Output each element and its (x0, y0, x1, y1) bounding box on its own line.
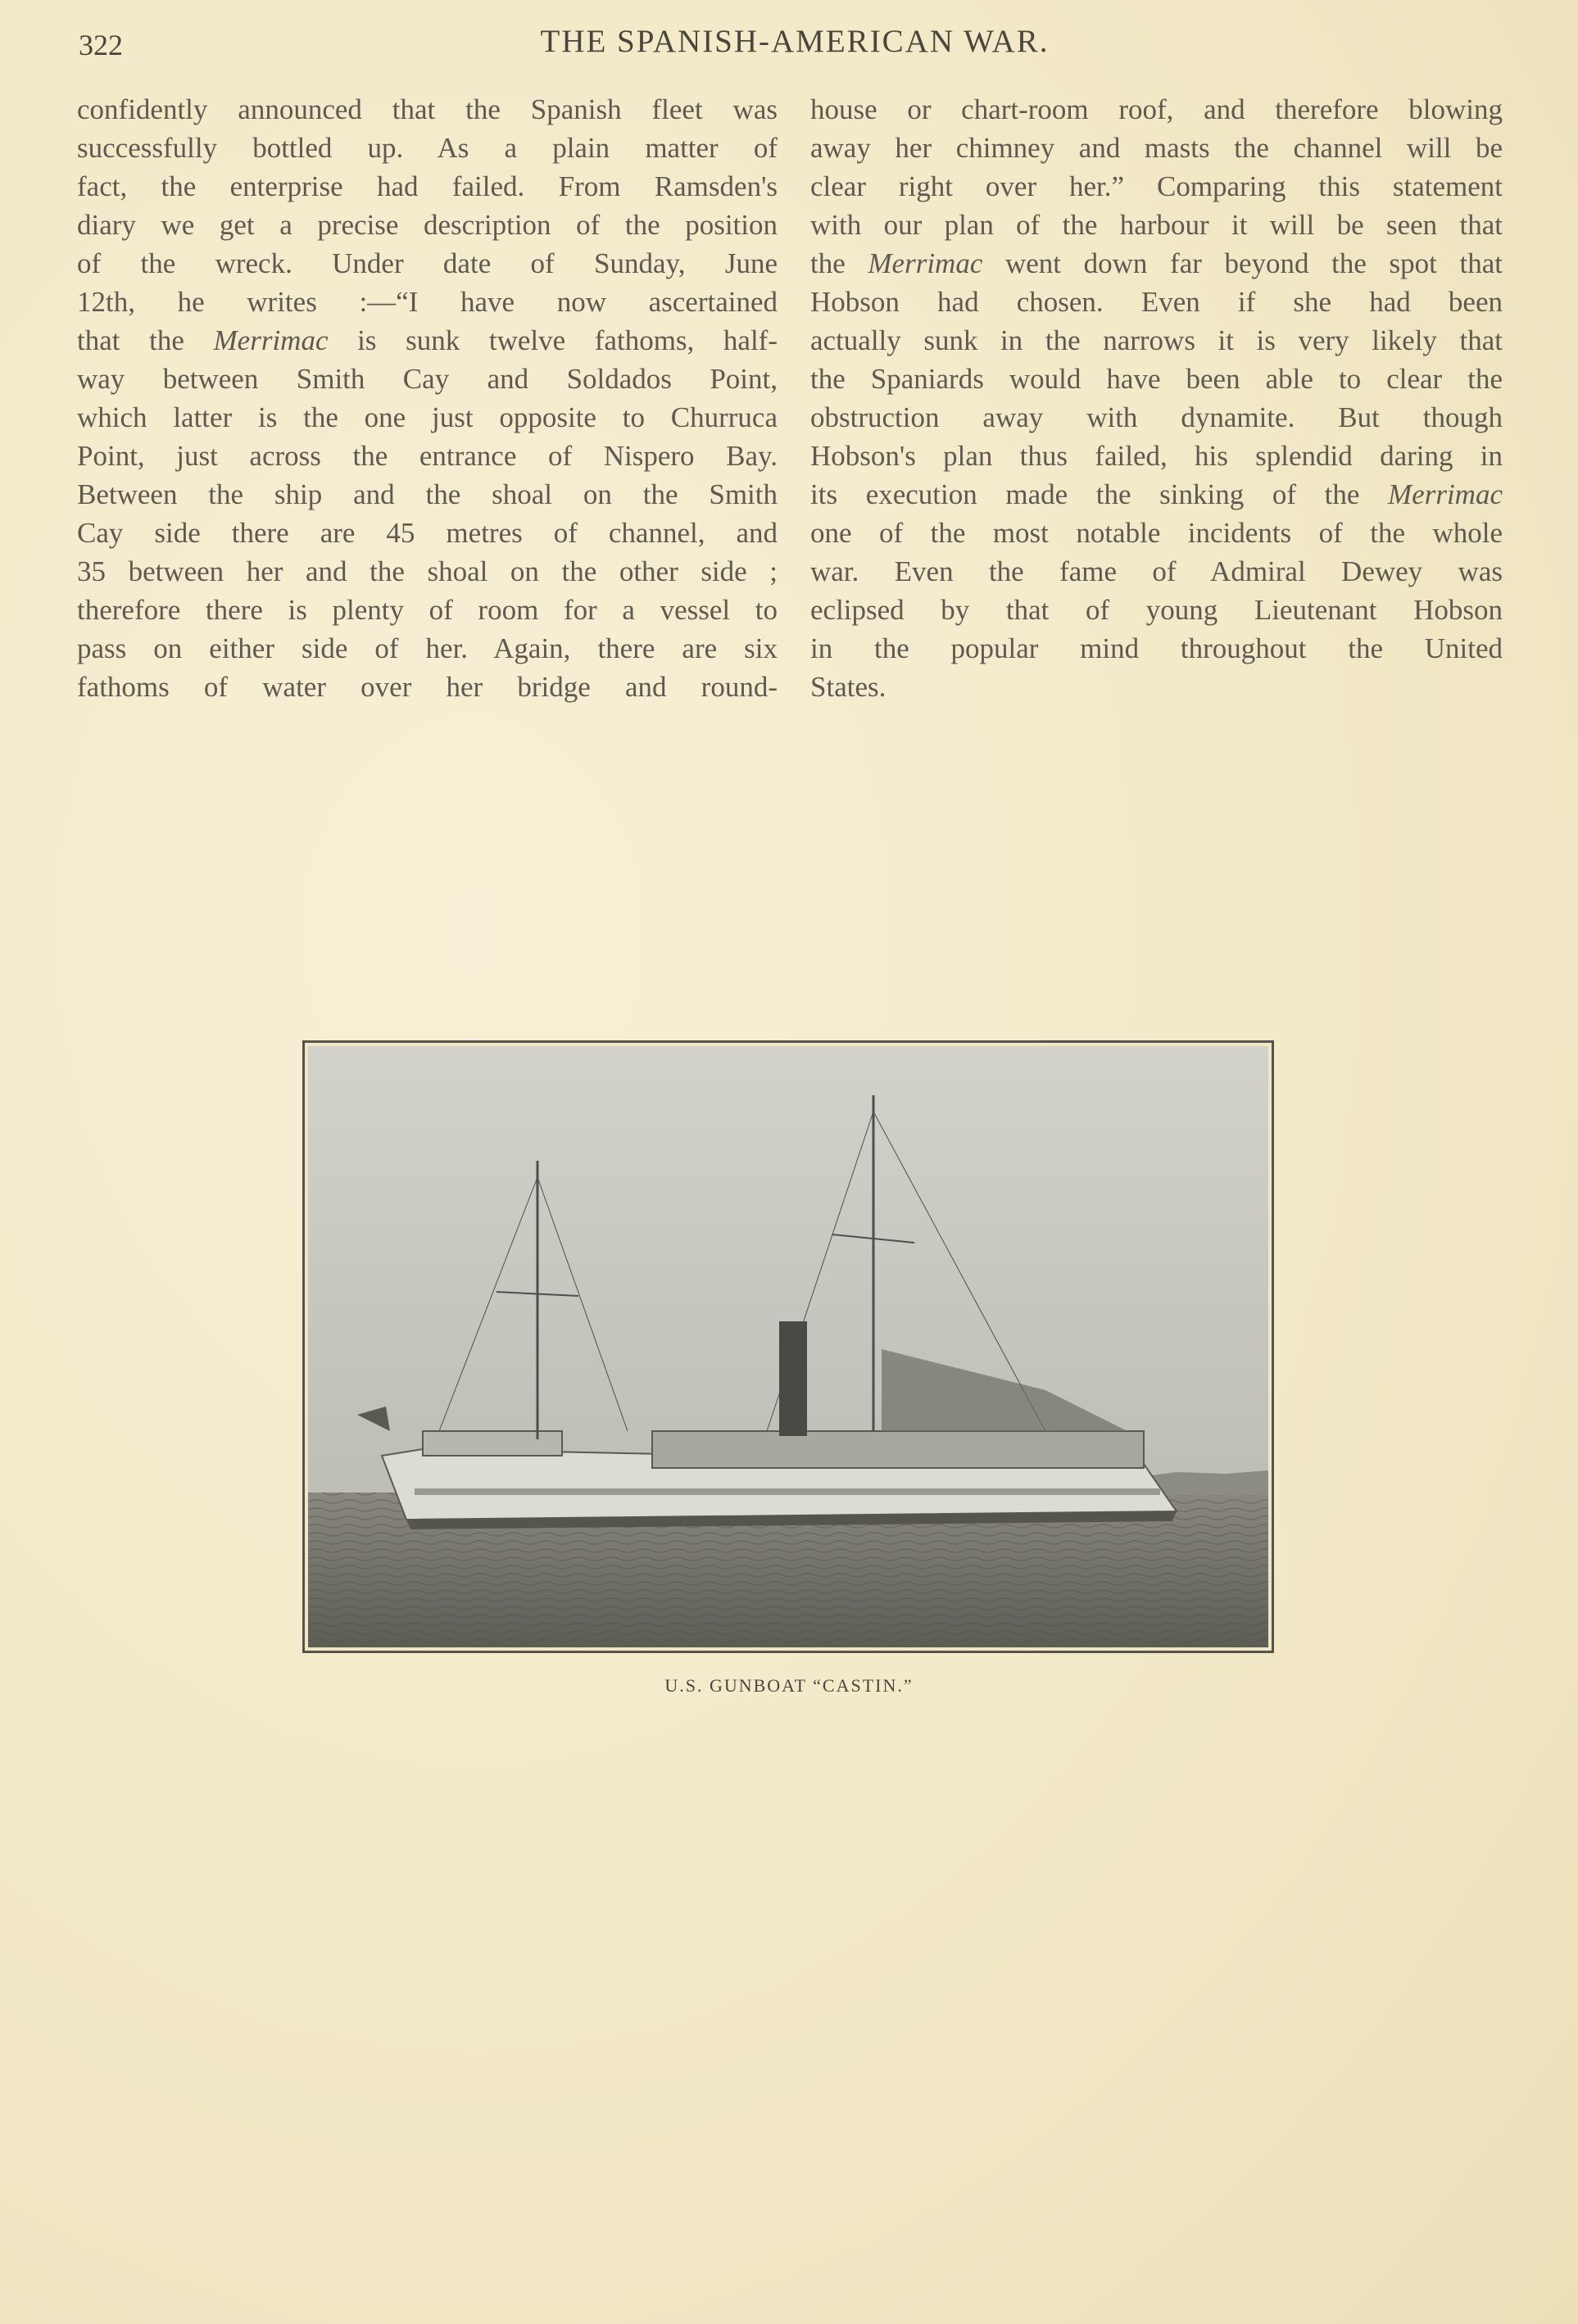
text-line: 12th, he writes :—“I have now ascertained (77, 286, 778, 318)
ship-name: Merrimac (868, 247, 983, 279)
text-line: Hobson had chosen. Even if she had been (810, 286, 1503, 318)
text-line: house or chart-room roof, and therefore blowing (810, 93, 1503, 125)
page-number: 322 (79, 29, 123, 61)
text-line: Cay side there are 45 metres of channel, and (77, 517, 778, 549)
text-line: of the wreck. Under date of Sunday, June (77, 247, 778, 279)
figure-caption: U.S. GUNBOAT “CASTIN.” (664, 1675, 914, 1696)
text-line: away her chimney and masts the channel will be (810, 132, 1503, 164)
text-line: pass on either side of her. Again, there are six (77, 632, 778, 664)
text-line: Between the ship and the shoal on the Smith (77, 478, 778, 510)
ship-illustration (308, 1046, 1268, 1647)
text-line: fathoms of water over her bridge and round- (77, 671, 778, 703)
text-line: in the popular mind throughout the United (810, 632, 1503, 664)
page-header (74, 23, 1516, 72)
text-line: war. Even the fame of Admiral Dewey was (810, 555, 1503, 587)
text-line: eclipsed by that of young Lieutenant Hobson (810, 594, 1503, 626)
text-line: confidently announced that the Spanish fleet was (77, 93, 778, 125)
text-line: actually sunk in the narrows it is very likely that (810, 324, 1503, 356)
left-column (77, 90, 778, 706)
right-column (810, 90, 1503, 706)
text-line: fact, the enterprise had failed. From Ramsden's (77, 170, 778, 202)
running-head: THE SPANISH-AMERICAN WAR. (540, 24, 1050, 59)
text-line: 35 between her and the shoal on the other side ; (77, 555, 778, 587)
text-line: its execution made the sinking of the Merrimac (810, 478, 1503, 510)
text-line: successfully bottled up. As a plain matter of (77, 132, 778, 164)
text-line: therefore there is plenty of room for a vessel to (77, 594, 778, 626)
text-line: which latter is the one just opposite to Churruca (77, 401, 778, 433)
ship-name: Merrimac (1388, 478, 1503, 510)
text-line: Point, just across the entrance of Nispero Bay. (77, 440, 778, 472)
text-line: way between Smith Cay and Soldados Point, (77, 363, 778, 395)
text-line: the Merrimac went down far beyond the spot that (810, 247, 1503, 279)
text-line: with our plan of the harbour it will be seen that (810, 209, 1503, 241)
text-line: Hobson's plan thus failed, his splendid daring in (810, 440, 1503, 472)
text-line: one of the most notable incidents of the whole (810, 517, 1503, 549)
text-line: that the Merrimac is sunk twelve fathoms, half- (77, 324, 778, 356)
text-line: the Spaniards would have been able to clear the (810, 363, 1503, 395)
text-line: obstruction away with dynamite. But though (810, 401, 1503, 433)
ship-name: Merrimac (213, 324, 329, 356)
gunboat-photograph (302, 1040, 1274, 1653)
text-line: diary we get a precise description of the position (77, 209, 778, 241)
text-line: States. (810, 671, 886, 703)
text-line: clear right over her.” Comparing this statement (810, 170, 1503, 202)
